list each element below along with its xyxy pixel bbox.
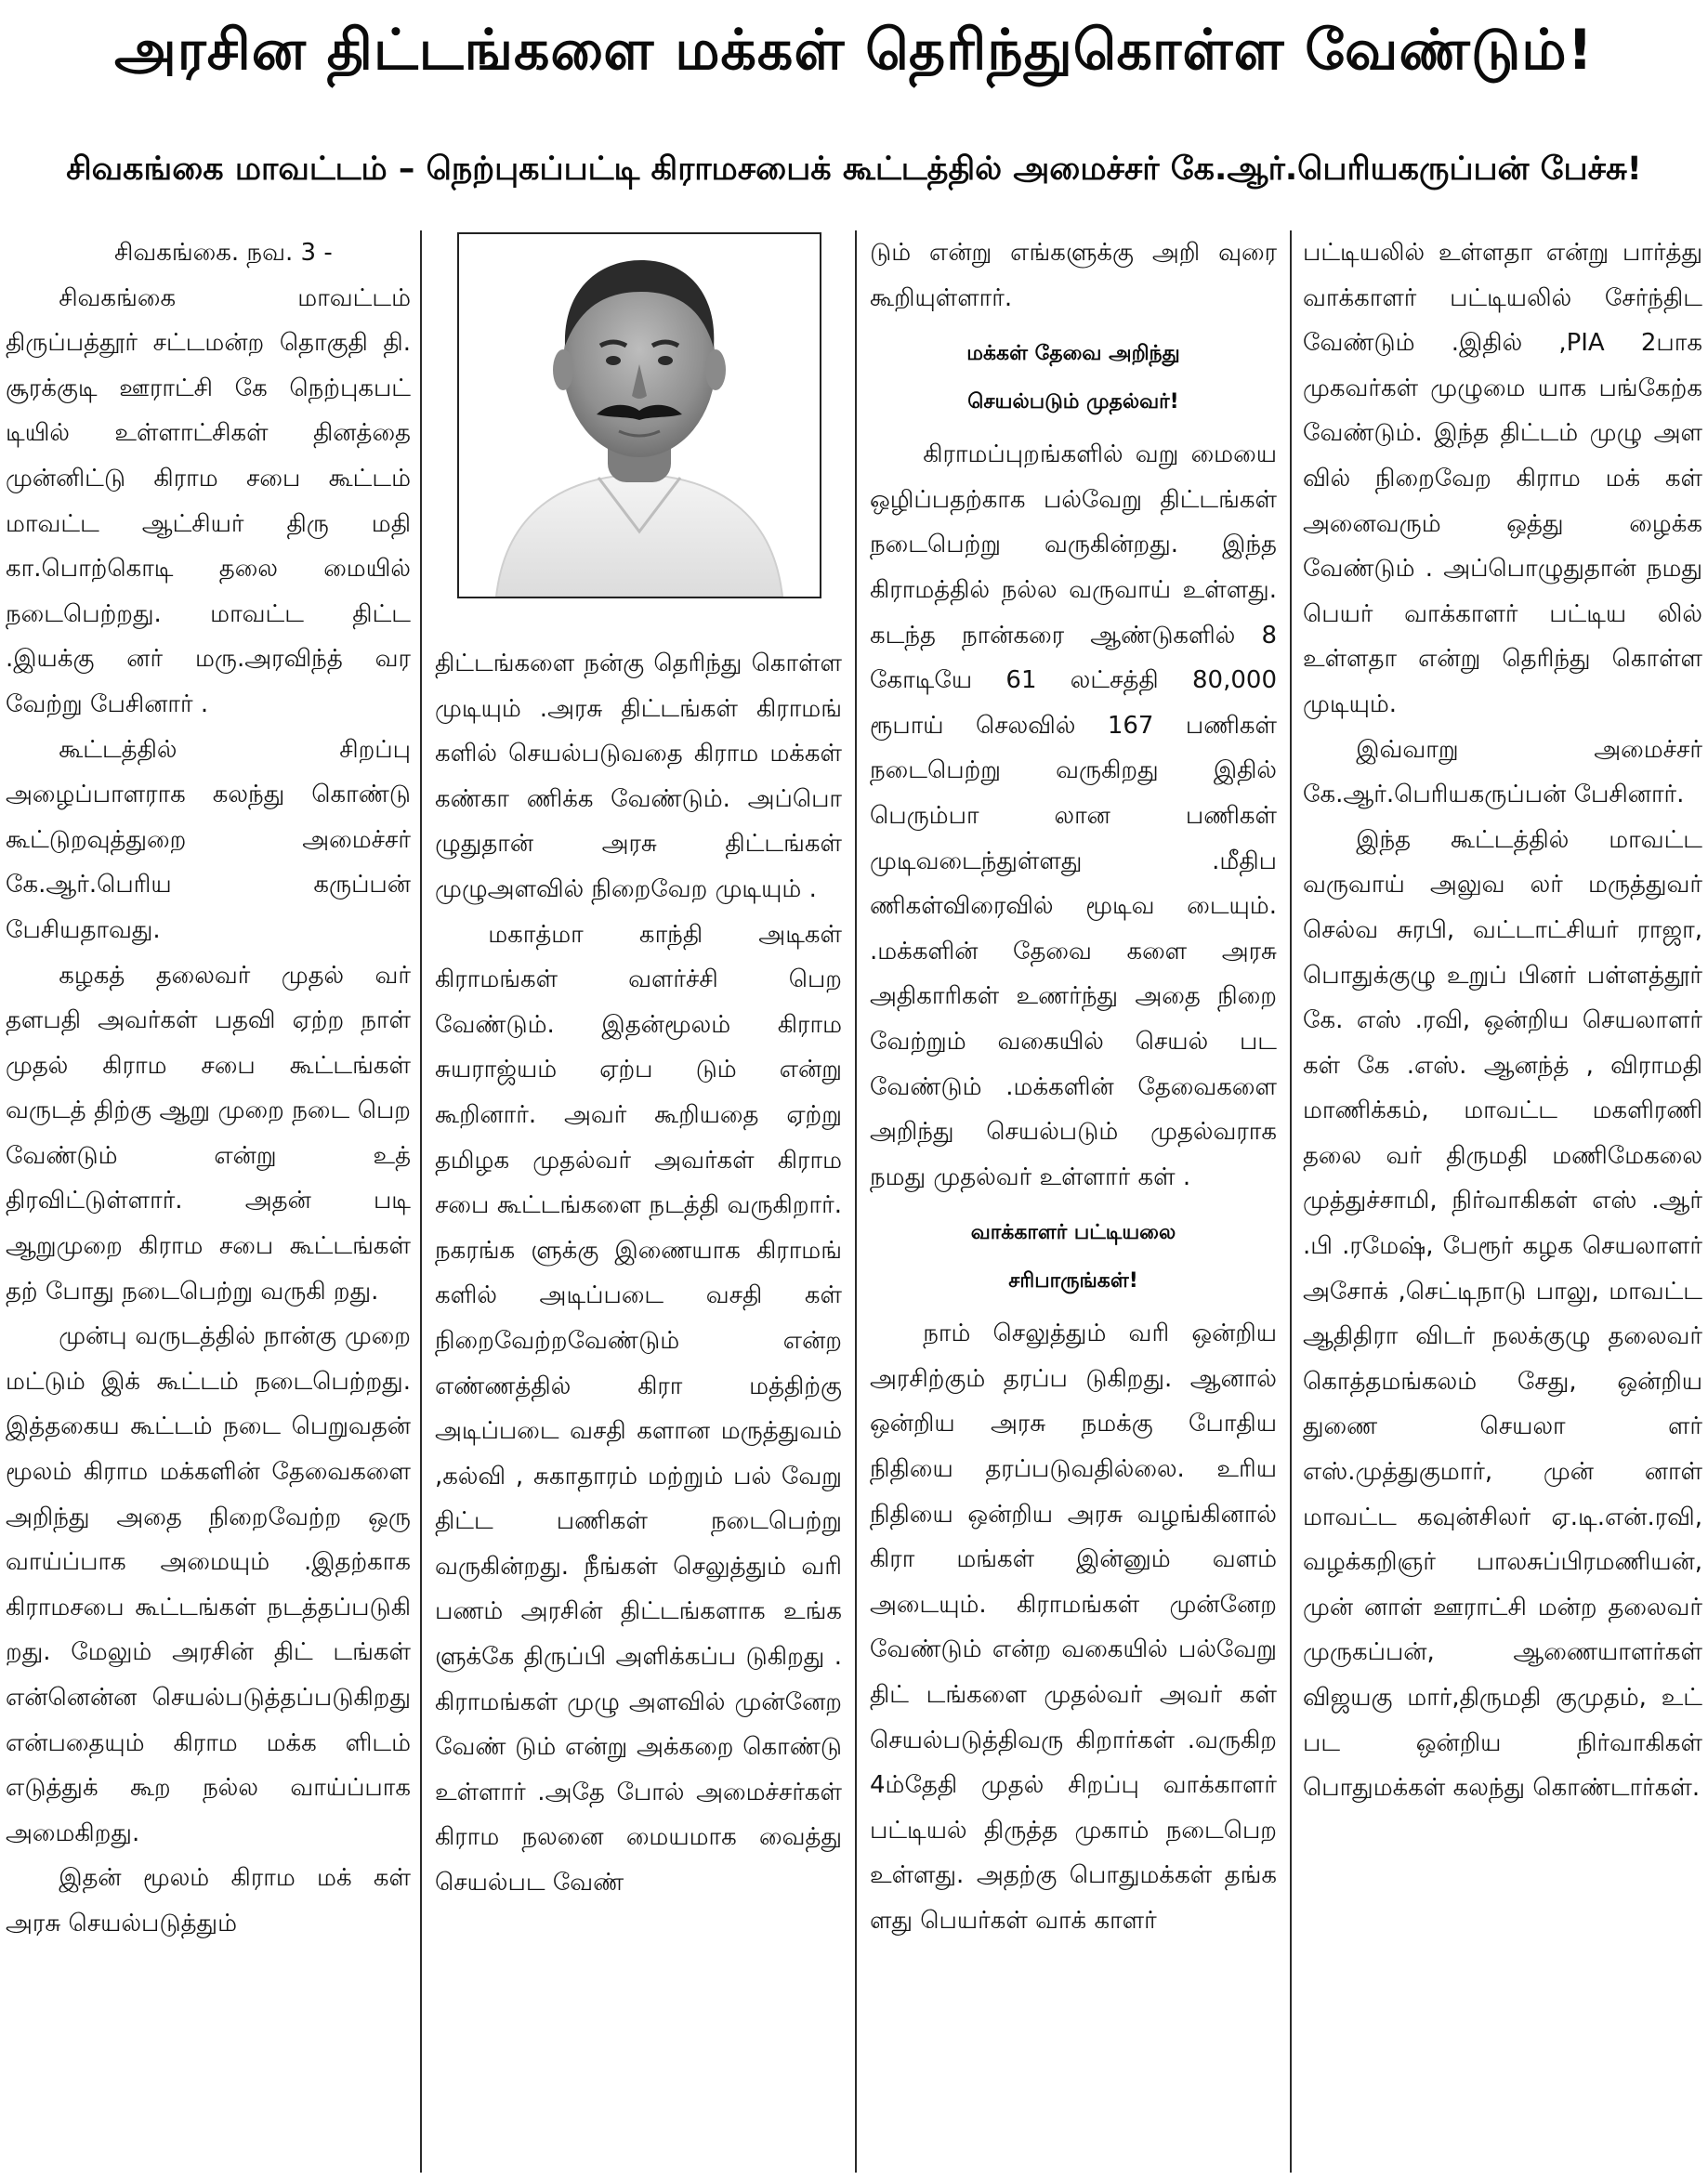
paragraph: இதன் மூலம் கிராம மக் கள் அரசு செயல்படுத்தும் [6,1864,411,1937]
headline: அரசின திட்டங்களை மக்கள் தெரிந்துகொள்ள வேண்டும்! [114,18,1594,83]
paragraph: நாம் செலுத்தும் வரி ஒன்றிய அரசிற்கும் தரப்ப டுகிறது. ஆனால் ஒன்றிய அரசு நமக்கு போதிய நிதியை தரப்படுவதில்லை. உரிய நிதியை ஒன்றிய அரசு வழங்கினால் கிரா மங்கள் இன்னும் வளம் அடையும். கிராமங்கள் முன்னேற வேண்டும் என்ற வகையில் பல்வேறு திட் டங்களை முதல்வர் அவர் கள் செயல்படுத்திவரு கிறார்கள் .வருகிற 4ம்தேதி முதல் சிறப்பு வாக்காளர் பட்டியல் திருத்த முகாம் நடைபெற உள்ளது. அதற்கு பொதுமக்கள் தங்க ளது பெயர்கள் வாக் காளர் [870,1320,1277,1935]
article-column-1 [6,230,411,2173]
subheading-voter-list [870,1209,1277,1306]
article-column-4 [1303,230,1702,2173]
paragraph: இந்த கூட்டத்தில் மாவட்ட வருவாய் அலுவ லர் மருத்துவர் செல்வ சுரபி, வட்டாட்சியர் ராஜா, பொதுக்குழு உறுப் பினர் பள்ளத்தூர் கே. எஸ் .ரவி, ஒன்றிய செயலாளர் கள் கே .எஸ். ஆனந்த் , விராமதி மாணிக்கம், மாவட்ட மகளிரணி தலை வர் திருமதி மணிமேகலை முத்துச்சாமி, நிர்வாகிகள் எஸ் .ஆர் .பி .ரமேஷ், பேரூர் கழக செயலாளர் அசோக் ,செட்டிநாடு பாலு, மாவட்ட ஆதிதிரா விடர் நலக்குழு தலைவர் கொத்தமங்கலம் சேது, ஒன்றிய துணை செயலா ளர் எஸ்.முத்துகுமார், முன் னாள் மாவட்ட கவுன்சிலர் ஏ.டி.என்.ரவி, வழக்கறிஞர் பாலசுப்பிரமணியன், முன் னாள் ஊராட்சி மன்ற தலைவர் முருகப்பன், ஆணையாளர்கள் விஜயகு மார்,திருமதி குமுதம், உட் பட ஒன்றிய நிர்வாகிகள் பொதுமக்கள் கலந்து கொண்டார்கள். [1303,825,1702,1803]
paragraph: பட்டியலில் உள்ளதா என்று பார்த்து வாக்காளர் பட்டியலில் சேர்ந்திட வேண்டும் .இதில் ,PIA 2பாக முகவர்கள் முழுமை யாக பங்கேற்க வேண்டும். இந்த திட்டம் முழு அள வில் நிறைவேற கிராம மக் கள் அனைவரும் ஒத்து ழைக்க வேண்டும் . அப்பொழுதுதான் நமது பெயர் வாக்காளர் பட்டிய லில் உள்ளதா என்று தெரிந்து கொள்ள முடியும். [1303,239,1702,718]
paragraph: கழகத் தலைவர் முதல் வர் தளபதி அவர்கள் பதவி ஏற்ற நாள் முதல் கிராம சபை கூட்டங்கள் வருடத் திற்கு ஆறு முறை நடை பெற வேண்டும் என்று உத் திரவிட்டுள்ளார். அதன் படி ஆறுமுறை கிராம சபை கூட்டங்கள் தற் போது நடைபெற்று வருகி றது. [6,961,411,1306]
paragraph: முன்பு வருடத்தில் நான்கு முறை மட்டும் இக் கூட்டம் நடைபெற்றது. இத்தகைய கூட்டம் நடை பெறுவதன் மூலம் கிராம மக்களின் தேவைகளை அறிந்து அதை நிறைவேற்ற ஒரு வாய்ப்பாக அமையும் .இதற்காக கிராமசபை கூட்டங்கள் நடத்தப்படுகி றது. மேலும் அரசின் திட் டங்கள் என்னென்ன செயல்படுத்தப்படுகிறது என்பதையும் கிராம மக்க ளிடம் எடுத்துக் கூற நல்ல வாய்ப்பாக அமைகிறது. [6,1322,411,1847]
paragraph: கூட்டத்தில் சிறப்பு அழைப்பாளராக கலந்து கொண்டு கூட்டுறவுத்துறை அமைச்சர் கே.ஆர்.பெரிய கருப்பன் பேசியதாவது. [6,735,411,944]
column-divider [855,230,857,2173]
paragraph: கிராமப்புறங்களில் வறு மையை ஒழிப்பதற்காக பல்வேறு திட்டங்கள் நடைபெற்று வருகின்றது. இந்த கிராமத்தில் நல்ல வருவாய் உள்ளது. கடந்த நான்கரை ஆண்டுகளில் 8 கோடியே 61 லட்சத்தி 80,000 ரூபாய் செலவில் 167 பணிகள் நடைபெற்று வருகிறது இதில் பெரும்பா லான பணிகள் முடிவடைந்துள்ளது .மீதிப ணிகள்விரைவில் மூடிவ டையும். .மக்களின் தேவை களை அரசு அதிகாரிகள் உணர்ந்து அதை நிறை வேற்றும் வகையில் செயல் பட வேண்டும் .மக்களின் தேவைகளை அறிந்து செயல்படும் முதல்வராக நமது முதல்வர் உள்ளார் கள் . [870,440,1277,1191]
paragraph: இவ்வாறு அமைச்சர் கே.ஆர்.பெரியகருப்பன் பேசினார். [1303,735,1702,809]
subheading-line: செயல்படும் முதல்வர்! [967,390,1179,414]
subheading-line: மக்கள் தேவை அறிந்து [966,342,1180,366]
article-column-2 [435,641,842,2173]
column-divider [1290,230,1292,2173]
paragraph: டும் என்று எங்களுக்கு அறி வுரை கூறியுள்ளார். [870,239,1277,312]
subheading-cm [870,330,1277,427]
paragraph: திட்டங்களை நன்கு தெரிந்து கொள்ள முடியும் .அரசு திட்டங்கள் கிராமங் களில் செயல்படுவதை கிராம மக்கள் கண்கா ணிக்க வேண்டும். அப்பொ ழுதுதான் அரசு திட்டங்கள் முழுஅளவில் நிறைவேற முடியும் . [435,650,842,903]
article-column-3 [870,230,1277,2173]
subheading-line: சரிபாருங்கள்! [1008,1269,1138,1294]
paragraph: சிவகங்கை மாவட்டம் திருப்பத்தூர் சட்டமன்ற தொகுதி தி. சூரக்குடி ஊராட்சி கே நெற்புகபட் டியில் உள்ளாட்சிகள் தினத்தை முன்னிட்டு கிராம சபை கூட்டம் மாவட்ட ஆட்சியர் திரு மதி கா.பொற்கொடி தலை மையில் நடைபெற்றது. மாவட்ட திட்ட .இயக்கு னர் மரு.அரவிந்த் வர வேற்று பேசினார் . [6,283,411,718]
dateline: சிவகங்கை. நவ. 3 - [114,239,333,267]
paragraph: மகாத்மா காந்தி அடிகள் கிராமங்கள் வளர்ச்சி பெற வேண்டும். இதன்மூலம் கிராம சுயராஜ்யம் ஏற்ப டும் என்று கூறினார். அவர் கூறியதை ஏற்று தமிழக முதல்வர் அவர்கள் கிராம சபை கூட்டங்களை நடத்தி வருகிறார். நகரங்க ளுக்கு இணையாக கிராமங் களில் அடிப்படை வசதி கள் நிறைவேற்றவேண்டும் என்ற எண்ணத்தில் கிரா மத்திற்கு அடிப்படை வசதி களான மருத்துவம் ,கல்வி , சுகாதாரம் மற்றும் பல் வேறு திட்ட பணிகள் நடைபெற்று வருகின்றது. நீங்கள் செலுத்தும் வரி பணம் அரசின் திட்டங்களாக உங்க ளுக்கே திருப்பி அளிக்கப்ப டுகிறது . கிராமங்கள் முழு அளவில் முன்னேற வேண் டும் என்று அக்கறை கொண்டு உள்ளார் .அதே போல் அமைச்சர்கள் கிராம நலனை மையமாக வைத்து செயல்பட வேண் [435,920,842,1898]
subheading-line: வாக்காளர் பட்டியலை [970,1221,1176,1245]
minister-photo [457,232,821,598]
subheadline: சிவகங்கை மாவட்டம் – நெற்புகப்பட்டி கிராமசபைக் கூட்டத்தில் அமைச்சர் கே.ஆர்.பெரியகருப்பன் பேச்சு! [66,151,1642,188]
column-divider [420,230,422,2173]
portrait-illustration [459,234,820,597]
